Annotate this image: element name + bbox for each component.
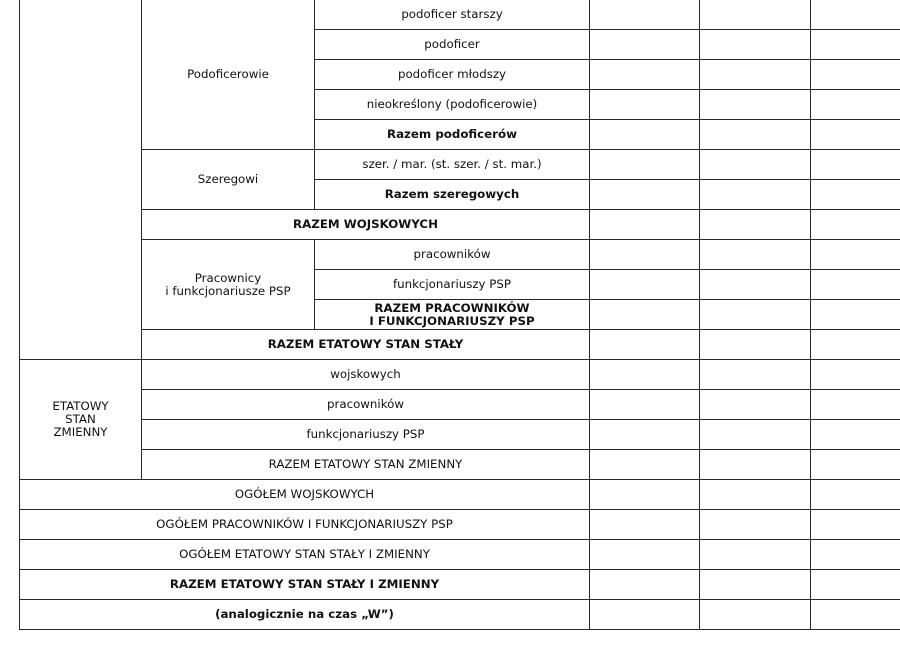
- value-cell[interactable]: [811, 540, 900, 570]
- table-row: [20, 480, 900, 510]
- value-cell[interactable]: [700, 30, 811, 60]
- value-cell[interactable]: [700, 450, 811, 480]
- value-cell[interactable]: [590, 60, 700, 90]
- value-cell[interactable]: [700, 480, 811, 510]
- value-cell[interactable]: [590, 90, 700, 120]
- table-row: [20, 330, 900, 360]
- row-label: OGÓŁEM PRACOWNIKÓW I FUNKCJONARIUSZY PSP: [20, 510, 590, 540]
- row-label: funkcjonariuszy PSP: [315, 270, 590, 300]
- value-cell[interactable]: [590, 510, 700, 540]
- value-cell[interactable]: [700, 90, 811, 120]
- row-label-total: Razem podoficerów: [315, 120, 590, 150]
- value-cell[interactable]: [700, 150, 811, 180]
- group-stan-zmienny: ETATOWY STAN ZMIENNY: [20, 360, 142, 480]
- table-row: [20, 360, 900, 390]
- group-pracownicy: Pracownicy i funkcjonariusze PSP: [142, 240, 315, 330]
- value-cell[interactable]: [811, 510, 900, 540]
- value-cell[interactable]: [811, 240, 900, 270]
- group-podoficerowie: Podoficerowie: [142, 0, 315, 150]
- value-cell[interactable]: [700, 240, 811, 270]
- value-cell[interactable]: [700, 360, 811, 390]
- value-cell[interactable]: [811, 30, 900, 60]
- table-row: [20, 510, 900, 540]
- value-cell[interactable]: [700, 570, 811, 600]
- row-label-note: (analogicznie na czas „W”): [20, 600, 590, 630]
- table-row: [20, 450, 900, 480]
- row-label: szer. / mar. (st. szer. / st. mar.): [315, 150, 590, 180]
- value-cell[interactable]: [590, 450, 700, 480]
- row-label: nieokreślony (podoficerowie): [315, 90, 590, 120]
- value-cell[interactable]: [590, 600, 700, 630]
- value-cell[interactable]: [590, 360, 700, 390]
- value-cell[interactable]: [700, 60, 811, 90]
- row-label: OGÓŁEM WOJSKOWYCH: [20, 480, 590, 510]
- row-label: funkcjonariuszy PSP: [142, 420, 590, 450]
- value-cell[interactable]: [590, 0, 700, 30]
- table-row: [20, 420, 900, 450]
- row-label: podoficer starszy: [315, 0, 590, 30]
- table-row: [20, 210, 900, 240]
- value-cell[interactable]: [700, 120, 811, 150]
- stan-staly-group-cell: [20, 0, 142, 360]
- row-label: OGÓŁEM ETATOWY STAN STAŁY I ZMIENNY: [20, 540, 590, 570]
- row-label: podoficer: [315, 30, 590, 60]
- table-row: [20, 570, 900, 600]
- value-cell[interactable]: [700, 300, 811, 330]
- value-cell[interactable]: [811, 210, 900, 240]
- value-cell[interactable]: [811, 180, 900, 210]
- value-cell[interactable]: [590, 30, 700, 60]
- value-cell[interactable]: [700, 510, 811, 540]
- value-cell[interactable]: [811, 120, 900, 150]
- value-cell[interactable]: [700, 540, 811, 570]
- row-label-total: RAZEM WOJSKOWYCH: [142, 210, 590, 240]
- table-row: [20, 240, 900, 270]
- row-label: wojskowych: [142, 360, 590, 390]
- value-cell[interactable]: [590, 270, 700, 300]
- value-cell[interactable]: [590, 210, 700, 240]
- table-row: [20, 600, 900, 630]
- row-label-total: RAZEM ETATOWY STAN STAŁY: [142, 330, 590, 360]
- value-cell[interactable]: [590, 570, 700, 600]
- value-cell[interactable]: [811, 450, 900, 480]
- value-cell[interactable]: [590, 330, 700, 360]
- value-cell[interactable]: [811, 60, 900, 90]
- row-label: podoficer młodszy: [315, 60, 590, 90]
- value-cell[interactable]: [590, 180, 700, 210]
- value-cell[interactable]: [590, 240, 700, 270]
- value-cell[interactable]: [811, 150, 900, 180]
- value-cell[interactable]: [590, 390, 700, 420]
- value-cell[interactable]: [811, 300, 900, 330]
- table-row: [20, 390, 900, 420]
- value-cell[interactable]: [590, 420, 700, 450]
- value-cell[interactable]: [700, 600, 811, 630]
- table-row: [20, 150, 900, 180]
- value-cell[interactable]: [811, 270, 900, 300]
- value-cell[interactable]: [700, 420, 811, 450]
- value-cell[interactable]: [590, 300, 700, 330]
- value-cell[interactable]: [811, 360, 900, 390]
- value-cell[interactable]: [811, 90, 900, 120]
- value-cell[interactable]: [700, 180, 811, 210]
- row-label-total: RAZEM ETATOWY STAN STAŁY I ZMIENNY: [20, 570, 590, 600]
- value-cell[interactable]: [590, 480, 700, 510]
- value-cell[interactable]: [811, 600, 900, 630]
- table-row: [20, 0, 900, 30]
- value-cell[interactable]: [811, 570, 900, 600]
- value-cell[interactable]: [590, 120, 700, 150]
- row-label-total: RAZEM PRACOWNIKÓW I FUNKCJONARIUSZY PSP: [315, 300, 590, 330]
- value-cell[interactable]: [811, 0, 900, 30]
- value-cell[interactable]: [700, 270, 811, 300]
- group-szeregowi: Szeregowi: [142, 150, 315, 210]
- row-label-total: Razem szeregowych: [315, 180, 590, 210]
- value-cell[interactable]: [811, 420, 900, 450]
- value-cell[interactable]: [700, 330, 811, 360]
- staffing-table: [19, 0, 900, 630]
- value-cell[interactable]: [811, 330, 900, 360]
- row-label: RAZEM ETATOWY STAN ZMIENNY: [142, 450, 590, 480]
- value-cell[interactable]: [590, 540, 700, 570]
- value-cell[interactable]: [590, 150, 700, 180]
- value-cell[interactable]: [700, 390, 811, 420]
- table-row: [20, 540, 900, 570]
- value-cell[interactable]: [811, 390, 900, 420]
- value-cell[interactable]: [811, 480, 900, 510]
- row-label: pracowników: [315, 240, 590, 270]
- value-cell[interactable]: [700, 210, 811, 240]
- row-label: pracowników: [142, 390, 590, 420]
- value-cell[interactable]: [700, 0, 811, 30]
